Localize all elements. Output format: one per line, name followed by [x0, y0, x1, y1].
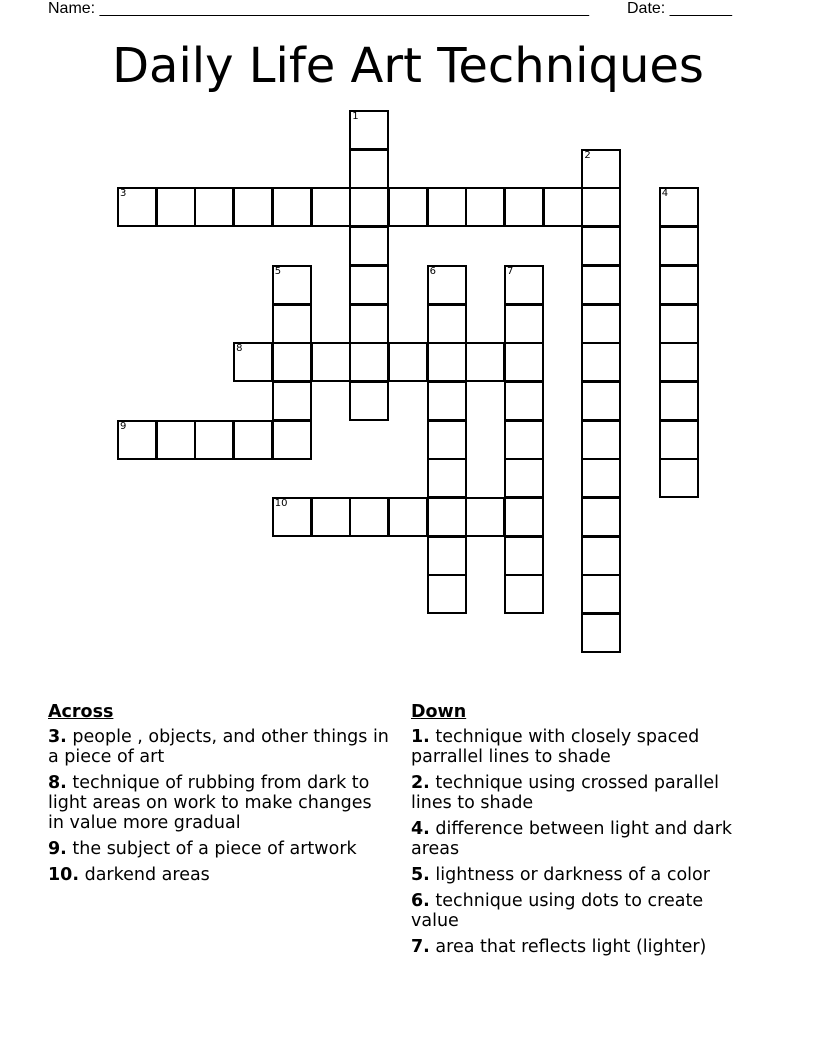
crossword-cell[interactable]	[272, 187, 312, 227]
crossword-cell[interactable]	[311, 187, 351, 227]
crossword-cell[interactable]	[504, 574, 544, 614]
crossword-cell[interactable]	[465, 187, 505, 227]
crossword-cell[interactable]	[504, 304, 544, 344]
clue-down-1	[411, 727, 756, 767]
crossword-cell[interactable]	[349, 110, 389, 150]
crossword-cell[interactable]	[504, 420, 544, 460]
down-heading: Down	[411, 702, 467, 722]
crossword-cell[interactable]	[581, 226, 621, 266]
cell-number: 9	[120, 420, 127, 432]
crossword-cell[interactable]	[581, 613, 621, 653]
crossword-cell[interactable]	[427, 304, 467, 344]
crossword-cell[interactable]	[427, 536, 467, 576]
crossword-cell[interactable]	[388, 497, 428, 537]
clue-text: lightness or darkness of a color	[435, 865, 710, 885]
down-clues	[411, 702, 756, 963]
clue-across-3	[48, 727, 393, 767]
crossword-cell[interactable]	[349, 149, 389, 189]
crossword-cell[interactable]	[156, 187, 196, 227]
clue-down-2	[411, 773, 756, 813]
crossword-cell[interactable]	[349, 342, 389, 382]
cell-number: 8	[236, 343, 243, 355]
crossword-cell[interactable]	[581, 458, 621, 498]
crossword-cell[interactable]	[427, 574, 467, 614]
crossword-cell[interactable]	[117, 187, 157, 227]
page-title: Daily Life Art Techniques	[112, 38, 704, 94]
clue-across-10	[48, 865, 393, 885]
crossword-cell[interactable]	[581, 304, 621, 344]
clue-text: difference between light and dark areas	[411, 819, 733, 859]
crossword-cell[interactable]	[427, 187, 467, 227]
clue-down-7	[411, 937, 756, 957]
crossword-cell[interactable]	[659, 304, 699, 344]
crossword-cell[interactable]	[504, 497, 544, 537]
crossword-cell[interactable]	[117, 420, 157, 460]
cell-number: 10	[274, 498, 288, 509]
clue-text: darkend areas	[84, 865, 210, 885]
across-heading: Across	[48, 702, 114, 722]
crossword-cell[interactable]	[427, 420, 467, 460]
crossword-cell[interactable]	[156, 420, 196, 460]
crossword-cell[interactable]	[427, 497, 467, 537]
crossword-cell[interactable]	[504, 458, 544, 498]
crossword-cell[interactable]	[272, 497, 312, 537]
crossword-cell[interactable]	[465, 497, 505, 537]
clue-across-9	[48, 839, 393, 859]
crossword-cell[interactable]	[349, 265, 389, 305]
clue-text: area that reflects light (lighter)	[435, 937, 707, 957]
date-field[interactable]: Date: _______	[627, 0, 732, 17]
clue-number: 6.	[411, 891, 430, 911]
crossword-cell[interactable]	[272, 342, 312, 382]
clue-number: 2.	[411, 773, 430, 793]
crossword-cell[interactable]	[659, 342, 699, 382]
crossword-cell[interactable]	[272, 420, 312, 460]
crossword-cell[interactable]	[659, 458, 699, 498]
clue-down-6	[411, 891, 756, 931]
cell-number: 4	[661, 188, 669, 200]
crossword-cell[interactable]	[581, 574, 621, 614]
cell-number: 3	[120, 188, 127, 200]
crossword-cell[interactable]	[581, 420, 621, 460]
clue-text: technique of rubbing from dark to light areas on work to make changes in value more gradual	[48, 773, 372, 833]
clue-text: the subject of a piece of artwork	[72, 839, 357, 859]
crossword-cell[interactable]	[233, 342, 273, 382]
crossword-cell[interactable]	[543, 187, 583, 227]
crossword-cell[interactable]	[659, 226, 699, 266]
clue-number: 9.	[48, 839, 67, 859]
cell-number: 6	[429, 265, 436, 277]
cell-number: 5	[274, 265, 282, 277]
clue-number: 1.	[411, 727, 430, 747]
crossword-cell[interactable]	[349, 304, 389, 344]
clue-down-5	[411, 865, 756, 885]
crossword-cell[interactable]	[272, 265, 312, 305]
crossword-cell[interactable]	[659, 420, 699, 460]
crossword-cell[interactable]	[659, 381, 699, 421]
crossword-cell[interactable]	[427, 342, 467, 382]
crossword-cell[interactable]	[311, 497, 351, 537]
crossword-cell[interactable]	[349, 381, 389, 421]
clue-across-8	[48, 773, 393, 833]
cell-number: 2	[584, 149, 591, 161]
clue-number: 8.	[48, 773, 67, 793]
crossword-cell[interactable]	[194, 420, 234, 460]
crossword-cell[interactable]	[581, 536, 621, 576]
crossword-cell[interactable]	[233, 187, 273, 227]
crossword-cell[interactable]	[233, 420, 273, 460]
crossword-cell[interactable]	[581, 497, 621, 537]
crossword-cell[interactable]	[581, 265, 621, 305]
crossword-cell[interactable]	[272, 304, 312, 344]
crossword-cell[interactable]	[581, 149, 621, 189]
crossword-cell[interactable]	[581, 381, 621, 421]
clue-text: people , objects, and other things in a piece of art	[48, 727, 389, 767]
cell-number: 7	[507, 265, 514, 277]
crossword-cell[interactable]	[504, 342, 544, 382]
crossword-cell[interactable]	[272, 381, 312, 421]
crossword-cell[interactable]	[659, 265, 699, 305]
crossword-cell[interactable]	[311, 342, 351, 382]
crossword-cell[interactable]	[504, 381, 544, 421]
crossword-cell[interactable]	[581, 342, 621, 382]
crossword-cell[interactable]	[504, 187, 544, 227]
crossword-cell[interactable]	[659, 187, 699, 227]
crossword-cell[interactable]	[388, 342, 428, 382]
clue-number: 7.	[411, 937, 430, 957]
name-field[interactable]: Name: _______________________________________________________	[48, 0, 589, 17]
crossword-cell[interactable]	[427, 458, 467, 498]
across-clues	[48, 702, 393, 891]
crossword-cell[interactable]	[427, 381, 467, 421]
crossword-cell[interactable]	[349, 226, 389, 266]
clue-number: 5.	[411, 865, 430, 885]
crossword-cell[interactable]	[465, 342, 505, 382]
clue-text: technique using dots to create value	[411, 891, 704, 931]
crossword-cell[interactable]	[427, 265, 467, 305]
clue-number: 3.	[48, 727, 67, 747]
clue-number: 10.	[48, 865, 80, 885]
clue-down-4	[411, 819, 756, 859]
clue-number: 4.	[411, 819, 430, 839]
crossword-cell[interactable]	[581, 187, 621, 227]
cell-number: 1	[352, 111, 359, 122]
clue-text: technique using crossed parallel lines to shade	[411, 773, 719, 813]
crossword-cell[interactable]	[388, 187, 428, 227]
crossword-cell[interactable]	[504, 265, 544, 305]
clue-text: technique with closely spaced parrallel lines to shade	[411, 727, 700, 767]
crossword-cell[interactable]	[194, 187, 234, 227]
crossword-cell[interactable]	[349, 497, 389, 537]
crossword-cell[interactable]	[504, 536, 544, 576]
crossword-cell[interactable]	[349, 187, 389, 227]
